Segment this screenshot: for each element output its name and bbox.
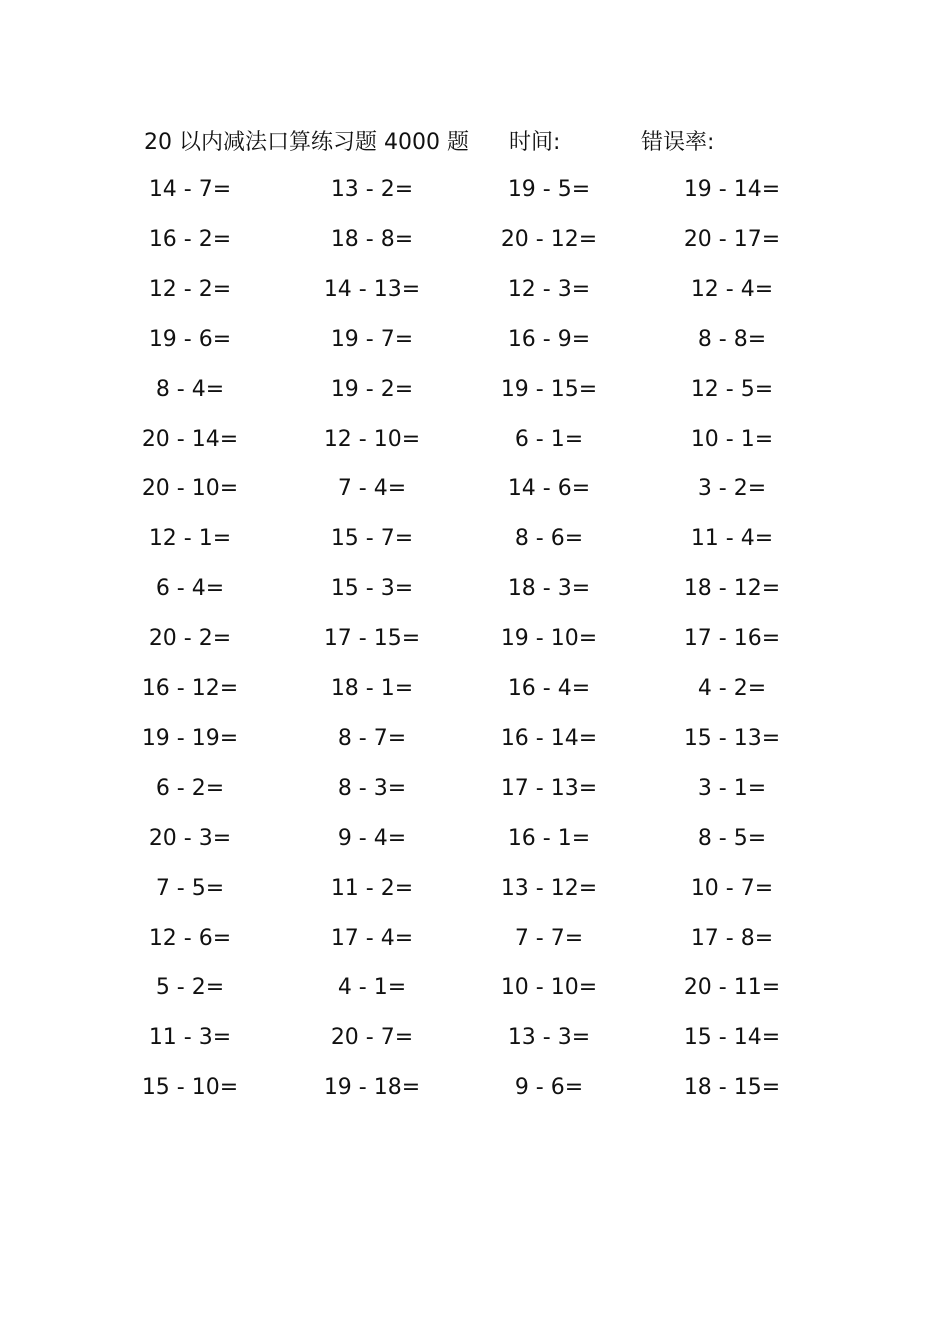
problem-row [0,1018,950,1058]
problem-item: 19 - 14= [683,177,781,202]
problem-item: 20 - 17= [683,226,781,252]
problem-item: 18 - 12= [683,576,781,602]
problem-item: 10 - 1= [690,426,774,452]
problem-item: 9 - 6= [514,1075,584,1101]
problem-item: 8 - 6= [514,526,584,552]
problem-item: 19 - 6= [148,326,232,352]
problem-row [0,869,950,909]
problem-row [0,719,950,759]
error-rate-label: 错误率: [641,130,715,155]
problem-item: 6 - 1= [514,426,584,452]
problem-item: 20 - 11= [683,975,781,1001]
problem-item: 12 - 3= [507,276,591,302]
problem-item: 4 - 1= [337,975,407,1001]
problem-item: 12 - 4= [690,276,774,302]
problem-item: 18 - 1= [330,676,414,701]
problem-item: 7 - 5= [155,875,225,901]
problem-item: 19 - 5= [507,177,591,202]
problem-item: 19 - 19= [141,725,239,751]
problem-row [0,669,950,709]
problem-row [0,370,950,410]
problem-row [0,420,950,460]
time-label: 时间: [509,130,561,155]
problem-row [0,968,950,1008]
problem-item: 20 - 14= [141,426,239,452]
problem-row [0,619,950,659]
problem-item: 18 - 8= [330,226,414,252]
problem-item: 20 - 3= [148,825,232,851]
problem-item: 17 - 8= [690,925,774,951]
problem-row [0,519,950,559]
problem-item: 12 - 2= [148,276,232,302]
problem-item: 3 - 1= [697,775,767,801]
problem-item: 17 - 16= [683,626,781,652]
problem-item: 4 - 2= [697,676,767,701]
problem-row [0,170,950,210]
problem-item: 12 - 1= [148,526,232,552]
problem-item: 8 - 8= [697,326,767,352]
problem-row [0,220,950,260]
problem-row [0,569,950,609]
problem-item: 19 - 2= [330,376,414,402]
problem-row [0,919,950,959]
problem-row [0,469,950,509]
problem-item: 7 - 7= [514,925,584,951]
problem-item: 3 - 2= [697,476,767,502]
problem-item: 10 - 10= [500,975,598,1001]
problem-item: 13 - 12= [500,875,598,901]
problem-item: 20 - 7= [330,1025,414,1051]
problem-item: 18 - 15= [683,1075,781,1101]
problem-item: 16 - 12= [141,676,239,701]
problem-item: 13 - 2= [330,177,414,202]
problem-row [0,320,950,360]
problem-item: 20 - 10= [141,476,239,502]
problem-item: 16 - 2= [148,226,232,252]
problem-item: 15 - 10= [141,1075,239,1101]
problem-item: 8 - 3= [337,775,407,801]
problem-item: 12 - 6= [148,925,232,951]
problem-item: 16 - 1= [507,825,591,851]
problem-item: 19 - 10= [500,626,598,652]
problem-item: 15 - 3= [330,576,414,602]
problem-item: 16 - 14= [500,725,598,751]
problem-item: 11 - 2= [330,875,414,901]
problem-item: 16 - 4= [507,676,591,701]
problem-row [0,769,950,809]
worksheet-title: 20 以内减法口算练习题 4000 题 [144,130,469,155]
problem-item: 9 - 4= [337,825,407,851]
problem-item: 17 - 4= [330,925,414,951]
problem-row [0,819,950,859]
problem-item: 11 - 4= [690,526,774,552]
problem-item: 19 - 15= [500,376,598,402]
problem-item: 11 - 3= [148,1025,232,1051]
problem-item: 15 - 13= [683,725,781,751]
problem-item: 15 - 7= [330,526,414,552]
problem-item: 14 - 7= [148,177,232,202]
problem-row [0,270,950,310]
problem-item: 8 - 4= [155,376,225,402]
problem-item: 12 - 10= [323,426,421,452]
problem-row [0,1068,950,1108]
problem-item: 17 - 15= [323,626,421,652]
problem-item: 18 - 3= [507,576,591,602]
problem-item: 14 - 6= [507,476,591,502]
problem-item: 20 - 2= [148,626,232,652]
problem-item: 19 - 7= [330,326,414,352]
problem-item: 16 - 9= [507,326,591,352]
problem-item: 6 - 4= [155,576,225,602]
problem-item: 12 - 5= [690,376,774,402]
problem-item: 8 - 7= [337,725,407,751]
problem-item: 8 - 5= [697,825,767,851]
problem-item: 15 - 14= [683,1025,781,1051]
problem-item: 6 - 2= [155,775,225,801]
problem-item: 20 - 12= [500,226,598,252]
problem-item: 13 - 3= [507,1025,591,1051]
problem-item: 14 - 13= [323,276,421,302]
problem-item: 10 - 7= [690,875,774,901]
problem-item: 19 - 18= [323,1075,421,1101]
problem-item: 17 - 13= [500,775,598,801]
problem-item: 7 - 4= [337,476,407,502]
problem-item: 5 - 2= [155,975,225,1001]
